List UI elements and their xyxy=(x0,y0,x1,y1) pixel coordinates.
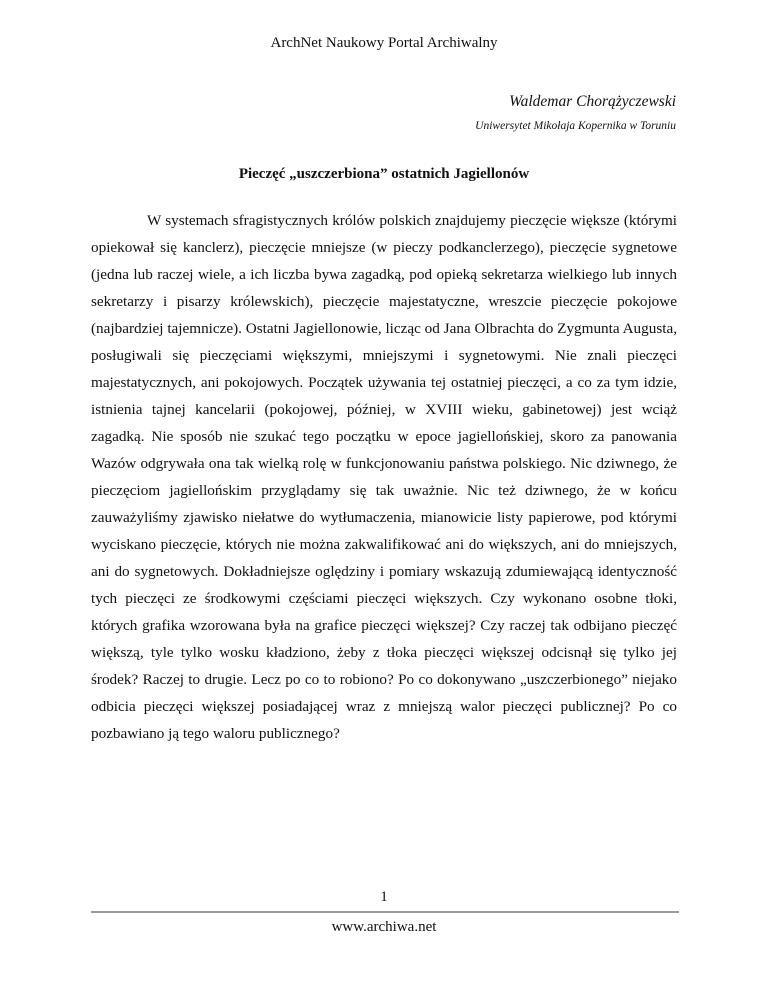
article-title: Pieczęć „uszczerbiona” ostatnich Jagiellonów xyxy=(238,166,530,182)
footer-website: www.archiwa.net xyxy=(331,919,437,935)
page-number: 1 xyxy=(380,889,388,905)
author-name: Waldemar Chorążyczewski xyxy=(509,93,676,110)
footer-divider xyxy=(91,911,679,913)
running-header: ArchNet Naukowy Portal Archiwalny xyxy=(270,35,498,51)
author-affiliation: Uniwersytet Mikołaja Kopernika w Toruniu xyxy=(475,120,676,132)
article-paragraph: W systemach sfragistycznych królów polskich znajdujemy pieczęcie większe (którymi opiekował się kanclerz), pieczęcie mniejsze (w pieczy podkanclerzego), pieczęcie sygnetowe (jedna lub raczej wiele, a ich liczba bywa zagadką, pod opieką sekretarza wielkiego lub innych sekretarzy i pisarzy królewskich), pieczęcie majestatyczne, wreszcie pieczęcie pokojowe (najbardziej tajemnicze). Ostatni Jagiellonowie, licząc od Jana Olbrachta do Zygmunta Augusta, posługiwali się pieczęciami większymi, mniejszymi i sygnetowymi. Nie znali pieczęci majestatycznych, ani pokojowych. Początek używania tej ostatniej pieczęci, a co za tym idzie, istnienia tajnej kancelarii (pokojowej, później, w XVIII wieku, gabinetowej) jest wciąż zagadką. Nie sposób nie szukać tego początku w epoce jagiellońskiej, skoro za panowania Wazów odgrywała ona tak wielką rolę w funkcjonowaniu państwa polskiego. Nic dziwnego, że pieczęciom jagiellońskim przyglądamy się tak uważnie. Nic też dziwnego, że w końcu zauważyliśmy zjawisko niełatwe do wytłumaczenia, mianowicie listy papierowe, pod którymi wyciskano pieczęcie, których nie można zakwalifikować ani do większych, ani do mniejszych, ani do sygnetowych. Dokładniejsze oględziny i pomiary wskazują zdumiewającą identyczność tych pieczęci ze środkowymi częściami pieczęci większych. Czy wykonano osobne tłoki, których grafika wzorowana była na grafice pieczęci większej? Czy raczej tak odbijano pieczęć większą, tyle tylko wosku kładziono, żeby z tłoka pieczęci większej odcisnął się tylko jej środek? Raczej to drugie. Lecz po co to robiono? Po co dokonywano „uszczerbionego” niejako odbicia pieczęci większej posiadającej wraz z mniejszą walor pieczęci publicznej? Po co pozbawiano ją tego waloru publicznego? xyxy=(91,212,677,742)
